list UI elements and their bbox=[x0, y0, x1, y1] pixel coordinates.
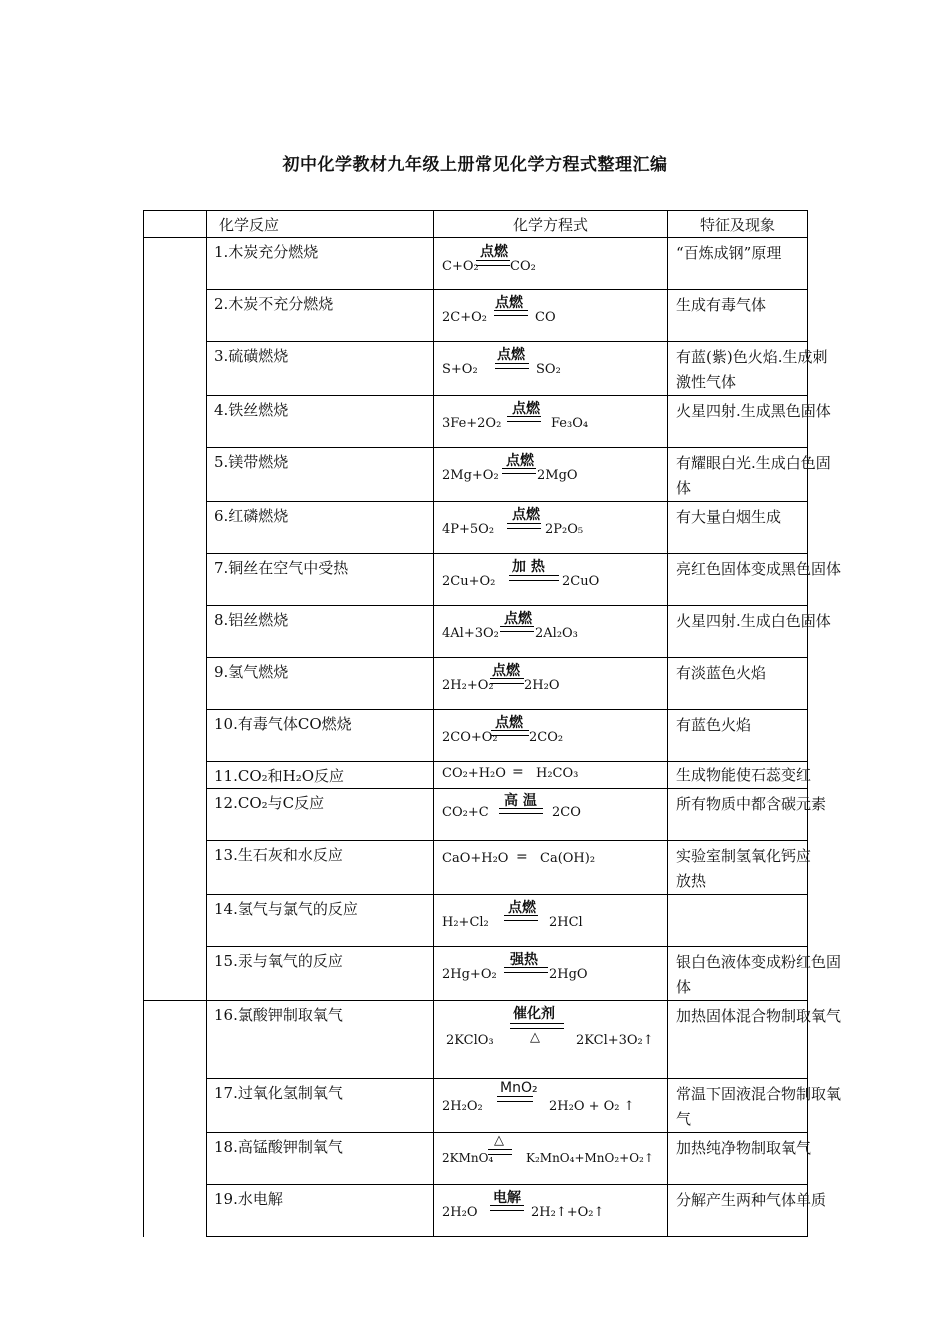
feature-text: 有蓝色火焰 bbox=[668, 710, 808, 762]
equation-cell bbox=[434, 290, 668, 342]
reactants: 2H₂O₂ bbox=[442, 1099, 483, 1114]
reactants: CO₂+C bbox=[442, 805, 489, 820]
products: 2CO₂ bbox=[529, 730, 564, 745]
feature-text: 有大量白烟生成 bbox=[668, 502, 808, 554]
table-row bbox=[144, 238, 808, 290]
products: 2H₂O bbox=[524, 678, 560, 693]
equation-cell bbox=[434, 947, 668, 1001]
feature-text-inner: 加热固体混合物制取氧气 bbox=[676, 1007, 842, 1025]
feature-text-inner: 实验室制氢氧化钙应放热 bbox=[676, 847, 812, 890]
feature-text bbox=[668, 1079, 842, 1133]
feature-text bbox=[668, 606, 831, 658]
feature-text: “百炼成钢”原理 bbox=[668, 238, 808, 290]
feature-text-inner: 常温下固液混合物制取氧气 bbox=[676, 1085, 842, 1128]
equation-cell bbox=[434, 658, 668, 710]
reaction-name: 18.高锰酸钾制氧气 bbox=[207, 1133, 434, 1185]
feature-text-inner: 有蓝(紫)色火焰.生成刺激性气体 bbox=[676, 348, 828, 391]
reaction-name: 13.生石灰和水反应 bbox=[207, 841, 434, 895]
products: 2MgO bbox=[537, 468, 578, 483]
table-row bbox=[144, 1185, 808, 1237]
reaction-name: 6.红磷燃烧 bbox=[207, 502, 434, 554]
header-category bbox=[144, 211, 207, 238]
table-row bbox=[144, 841, 808, 895]
equals-bar bbox=[500, 626, 534, 632]
reactants: 4Al+3O₂ bbox=[442, 626, 499, 641]
table-row bbox=[144, 1001, 808, 1079]
reactants: CaO+H₂O bbox=[442, 851, 509, 866]
equals-bar bbox=[499, 808, 543, 814]
equation-cell bbox=[434, 238, 668, 290]
table-row bbox=[144, 789, 808, 841]
condition-label: 电解 bbox=[493, 1190, 521, 1206]
equals-bar bbox=[510, 1023, 564, 1029]
table-row bbox=[144, 658, 808, 710]
reactants: 2KClO₃ bbox=[446, 1033, 494, 1048]
equals-bar bbox=[490, 678, 524, 684]
equals-bar bbox=[497, 1096, 533, 1102]
table-header-row bbox=[144, 211, 808, 238]
reaction-name: 5.镁带燃烧 bbox=[207, 448, 434, 502]
products: K₂MnO₄+MnO₂+O₂↑ bbox=[526, 1151, 654, 1165]
equation-cell bbox=[434, 1185, 668, 1237]
reactants: 4P+5O₂ bbox=[442, 522, 495, 537]
equals-bar bbox=[502, 468, 536, 474]
condition-label: 加 热 bbox=[512, 559, 545, 575]
table-row bbox=[144, 396, 808, 448]
table-row bbox=[144, 710, 808, 762]
reactants: 2KMnO₄ bbox=[442, 1151, 494, 1165]
equation-cell bbox=[434, 606, 668, 658]
feature-text: 生成有毒气体 bbox=[668, 290, 808, 342]
feature-text bbox=[668, 554, 842, 606]
products: SO₂ bbox=[536, 362, 561, 377]
equation-cell bbox=[434, 502, 668, 554]
category-cell-combination bbox=[144, 238, 207, 1001]
reaction-name: 9.氢气燃烧 bbox=[207, 658, 434, 710]
condition-label: 点燃 bbox=[480, 244, 508, 260]
feature-text bbox=[668, 1001, 842, 1079]
reaction-name: 3.硫磺燃烧 bbox=[207, 342, 434, 396]
equations-table bbox=[143, 210, 842, 1237]
feature-text bbox=[668, 895, 808, 947]
feature-text: 分解产生两种气体单质 bbox=[668, 1185, 808, 1237]
table-row bbox=[144, 342, 808, 396]
reactants: 3Fe+2O₂ bbox=[442, 416, 502, 431]
equals-bar bbox=[509, 575, 559, 581]
condition-label: 点燃 bbox=[506, 453, 534, 469]
reactants: 2C+O₂ bbox=[442, 310, 487, 325]
equals-bar bbox=[507, 523, 541, 529]
products: 2CuO bbox=[562, 574, 600, 589]
header-feature: 特征及现象 bbox=[668, 211, 808, 238]
equation-cell bbox=[434, 710, 668, 762]
equation-cell bbox=[434, 342, 668, 396]
condition-label: 点燃 bbox=[497, 347, 525, 363]
equation-cell bbox=[434, 789, 668, 841]
reaction-name: 1.木炭充分燃烧 bbox=[207, 238, 434, 290]
page-title: 初中化学教材九年级上册常见化学方程式整理汇编 bbox=[282, 155, 668, 175]
reaction-name: 12.CO₂与C反应 bbox=[207, 789, 434, 841]
equals-bar bbox=[507, 416, 541, 422]
reactants: H₂+Cl₂ bbox=[442, 915, 489, 930]
equation-cell bbox=[434, 448, 668, 502]
products: CO₂ bbox=[510, 259, 536, 274]
feature-text-inner: 银白色液体变成粉红色固体 bbox=[676, 953, 842, 996]
table-row bbox=[144, 895, 808, 947]
feature-text bbox=[668, 396, 831, 448]
equation-cell bbox=[434, 895, 668, 947]
reactants: 2CO+O₂ bbox=[442, 730, 498, 745]
feature-text-inner: 火星四射.生成黑色固体 bbox=[676, 402, 831, 420]
feature-text: 有淡蓝色火焰 bbox=[668, 658, 808, 710]
heat-triangle-icon: △ bbox=[530, 1030, 540, 1045]
products: 2HgO bbox=[549, 967, 588, 982]
condition-label: 点燃 bbox=[508, 900, 536, 916]
table-row bbox=[144, 762, 808, 789]
equals-bar bbox=[476, 260, 510, 266]
table-row bbox=[144, 1079, 808, 1133]
equation-cell bbox=[434, 762, 668, 789]
products: 2H₂↑+O₂↑ bbox=[531, 1205, 605, 1220]
header-reaction: 化学反应 bbox=[207, 211, 434, 238]
table-row bbox=[144, 1133, 808, 1185]
reactants: S+O₂ bbox=[442, 362, 478, 377]
feature-text: 加热纯净物制取氧气 bbox=[668, 1133, 808, 1185]
reactants: 2H₂+O₂ bbox=[442, 678, 494, 693]
heat-triangle-icon: △ bbox=[494, 1133, 504, 1148]
feature-text bbox=[668, 947, 842, 1001]
feature-text: 生成物能使石蕊变红 bbox=[668, 762, 808, 789]
equals-sign: = bbox=[516, 849, 528, 865]
reaction-name: 7.铜丝在空气中受热 bbox=[207, 554, 434, 606]
table-row bbox=[144, 554, 808, 606]
feature-text-inner: 亮红色固体变成黑色固体 bbox=[676, 560, 842, 578]
condition-label: 催化剂 bbox=[513, 1006, 555, 1022]
reactants: 2Mg+O₂ bbox=[442, 468, 499, 483]
condition-label: 点燃 bbox=[512, 507, 540, 523]
reaction-name: 19.水电解 bbox=[207, 1185, 434, 1237]
products: Fe₃O₄ bbox=[551, 416, 589, 431]
table-row bbox=[144, 606, 808, 658]
feature-text bbox=[668, 841, 812, 895]
equals-sign: = bbox=[512, 764, 524, 780]
equation-cell bbox=[434, 1079, 668, 1133]
table-row bbox=[144, 290, 808, 342]
reaction-name: 14.氢气与氯气的反应 bbox=[207, 895, 434, 947]
condition-label: 点燃 bbox=[504, 611, 532, 627]
feature-text bbox=[668, 448, 831, 502]
products: CO bbox=[535, 310, 556, 325]
products: 2KCl+3O₂↑ bbox=[576, 1033, 654, 1048]
equation-cell bbox=[434, 396, 668, 448]
equals-bar bbox=[504, 967, 548, 973]
products: H₂CO₃ bbox=[536, 766, 579, 781]
reaction-name: 10.有毒气体CO燃烧 bbox=[207, 710, 434, 762]
reactants: CO₂+H₂O bbox=[442, 766, 506, 781]
products: 2HCl bbox=[549, 915, 583, 930]
condition-label: 点燃 bbox=[495, 715, 523, 731]
equals-bar bbox=[494, 310, 528, 316]
equation-cell bbox=[434, 1133, 668, 1185]
table-row bbox=[144, 502, 808, 554]
equals-bar bbox=[504, 915, 538, 921]
reaction-name: 15.汞与氧气的反应 bbox=[207, 947, 434, 1001]
header-equation: 化学方程式 bbox=[434, 211, 668, 238]
products: 2P₂O₅ bbox=[545, 522, 584, 537]
equals-bar bbox=[490, 1205, 524, 1211]
table-row bbox=[144, 448, 808, 502]
condition-label: MnO₂ bbox=[500, 1080, 538, 1096]
equals-bar bbox=[495, 363, 529, 369]
reaction-name: 11.CO₂和H₂O反应 bbox=[207, 762, 434, 789]
products: 2H₂O + O₂ ↑ bbox=[549, 1099, 635, 1114]
reaction-name: 17.过氧化氢制氧气 bbox=[207, 1079, 434, 1133]
products: Ca(OH)₂ bbox=[540, 851, 596, 866]
category-cell-decomposition bbox=[144, 1001, 207, 1237]
condition-label: 点燃 bbox=[492, 663, 520, 679]
reactants: C+O₂ bbox=[442, 259, 479, 274]
feature-text-inner: 火星四射.生成白色固体 bbox=[676, 612, 831, 630]
condition-label: 强热 bbox=[510, 952, 538, 968]
reaction-name: 2.木炭不充分燃烧 bbox=[207, 290, 434, 342]
reactants: 2H₂O bbox=[442, 1205, 478, 1220]
reactants: 2Hg+O₂ bbox=[442, 967, 497, 982]
products: 2CO bbox=[552, 805, 581, 820]
equation-cell bbox=[434, 1001, 668, 1079]
feature-text: 所有物质中都含碳元素 bbox=[668, 789, 808, 841]
equation-cell bbox=[434, 554, 668, 606]
reactants: 2Cu+O₂ bbox=[442, 574, 496, 589]
reaction-name: 4.铁丝燃烧 bbox=[207, 396, 434, 448]
condition-label: 点燃 bbox=[512, 401, 540, 417]
feature-text bbox=[668, 342, 828, 396]
table-row bbox=[144, 947, 808, 1001]
products: 2Al₂O₃ bbox=[535, 626, 578, 641]
condition-label: 高 温 bbox=[504, 793, 537, 809]
equation-cell bbox=[434, 841, 668, 895]
reaction-name: 8.铝丝燃烧 bbox=[207, 606, 434, 658]
feature-text-inner: 有耀眼白光.生成白色固体 bbox=[676, 454, 831, 497]
reaction-name: 16.氯酸钾制取氧气 bbox=[207, 1001, 434, 1079]
condition-label: 点燃 bbox=[495, 295, 523, 311]
